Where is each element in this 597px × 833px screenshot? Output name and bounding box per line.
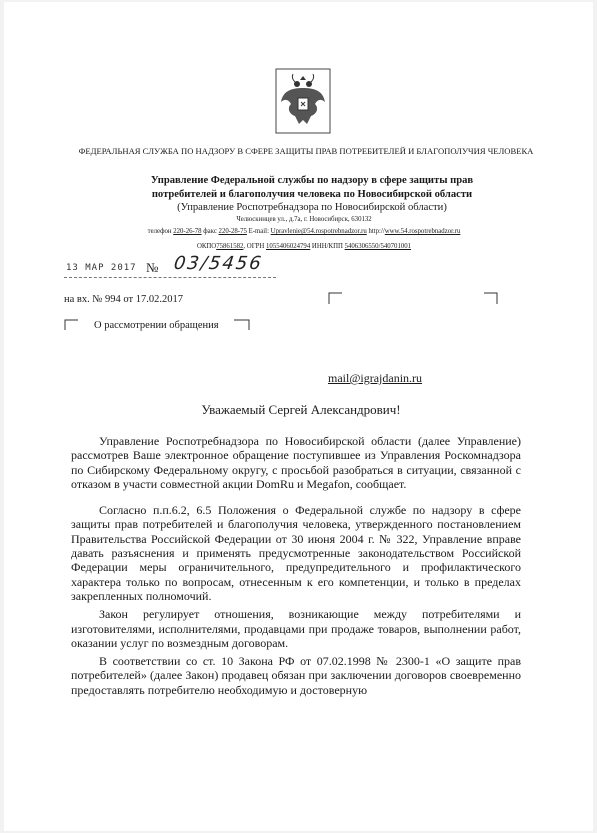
number-sign: № bbox=[146, 260, 159, 275]
okpo: 75861582 bbox=[216, 243, 244, 250]
fax: 220-28-75 bbox=[218, 228, 247, 235]
contacts-line: телефон 220-26-78 факс 220-28-75 E-mail: Upravlenie@54.rospotrebnadzor.ru http://www.54.rospotrebnadzor.ru bbox=[147, 228, 461, 235]
recipient-email[interactable]: mail@igrajdanin.ru bbox=[328, 371, 423, 385]
date-stamp: 13 МАР 2017 bbox=[66, 263, 137, 273]
department-line-1: Управление Федеральной службы по надзору в сфере защиты прав bbox=[150, 175, 474, 186]
department-line-2: потребителей и благополучия человека по Новосибирской области bbox=[151, 188, 473, 200]
letter-body bbox=[71, 434, 521, 697]
address-block-corners bbox=[328, 292, 498, 304]
coat-of-arms-emblem bbox=[275, 68, 331, 134]
ogrn: 1055406024794 bbox=[266, 243, 311, 250]
department-name bbox=[122, 174, 502, 215]
paragraph: Управление Роспотребнадзора по Новосибирской области (далее Управление) рассмотрев Ваше электронное обращение поступившее из Управления Роскомнадзора по Сибирскому Федеральному округу, с просьбой разобраться в ситуации, связанной с отказом в участи совместной акции DomRu и Megafon, сообщает. bbox=[71, 434, 521, 491]
letter-page bbox=[4, 2, 593, 831]
inn-kpp: 5406306550/540701001 bbox=[344, 243, 412, 250]
subject-line: О рассмотрении обращения bbox=[94, 320, 219, 331]
paragraph: Согласно п.п.6.2, 6.5 Положения о Федеральной службе по надзору в сфере защиты прав потребителей и благополучия человека, утвержденного постановлением Правительства Российской Федерации от 30 июня 2004 г. № 322, Управление вправе давать разъяснения и применять предусмотренные законодательством Российской Федерации меры ограничительного, предупредительного и профилактического характера только по вопросам, отнесенным к его компетенции, и только в пределах закрепленных полномочий. bbox=[71, 503, 521, 603]
email-link[interactable]: Upravlenie@54.rospotrebnadzor.ru bbox=[270, 228, 367, 235]
incoming-reference: на вх. № 994 от 17.02.2017 bbox=[64, 294, 183, 305]
registry-codes: ОКПО75861582, ОГРН 1055406024794 ИНН/КПП 5406306550/540701001 bbox=[196, 243, 412, 250]
outgoing-number: 03/5456 bbox=[172, 253, 265, 274]
paragraph: В соответствии со ст. 10 Закона РФ от 07.02.1998 № 2300-1 «О защите прав потребителей» (далее Закон) продавец обязан при заключении договоров своевременно предоставлять потребителю необходимую и достоверную bbox=[71, 654, 521, 697]
greeting: Уважаемый Сергей Александрович! bbox=[201, 402, 401, 417]
address: Челюскинцев ул., д.7а, г. Новосибирск, 630132 bbox=[236, 216, 372, 223]
phone: 220-26-78 bbox=[173, 228, 202, 235]
agency-full-name: ФЕДЕРАЛЬНАЯ СЛУЖБА ПО НАДЗОРУ В СФЕРЕ ЗАЩИТЫ ПРАВ ПОТРЕБИТЕЛЕЙ И БЛАГОПОЛУЧИЯ ЧЕЛОВЕКА bbox=[78, 146, 534, 156]
registration-underline bbox=[64, 277, 276, 278]
department-short-name: (Управление Роспотребнадзора по Новосибирской области) bbox=[177, 202, 447, 213]
paragraph: Закон регулирует отношения, возникающие между потребителями и изготовителями, исполнителями, продавцами при продаже товаров, выполнении работ, оказании услуг по возмездным договорам. bbox=[71, 607, 521, 650]
website-link[interactable]: www.54.rospotrebnadzor.ru bbox=[384, 228, 461, 235]
